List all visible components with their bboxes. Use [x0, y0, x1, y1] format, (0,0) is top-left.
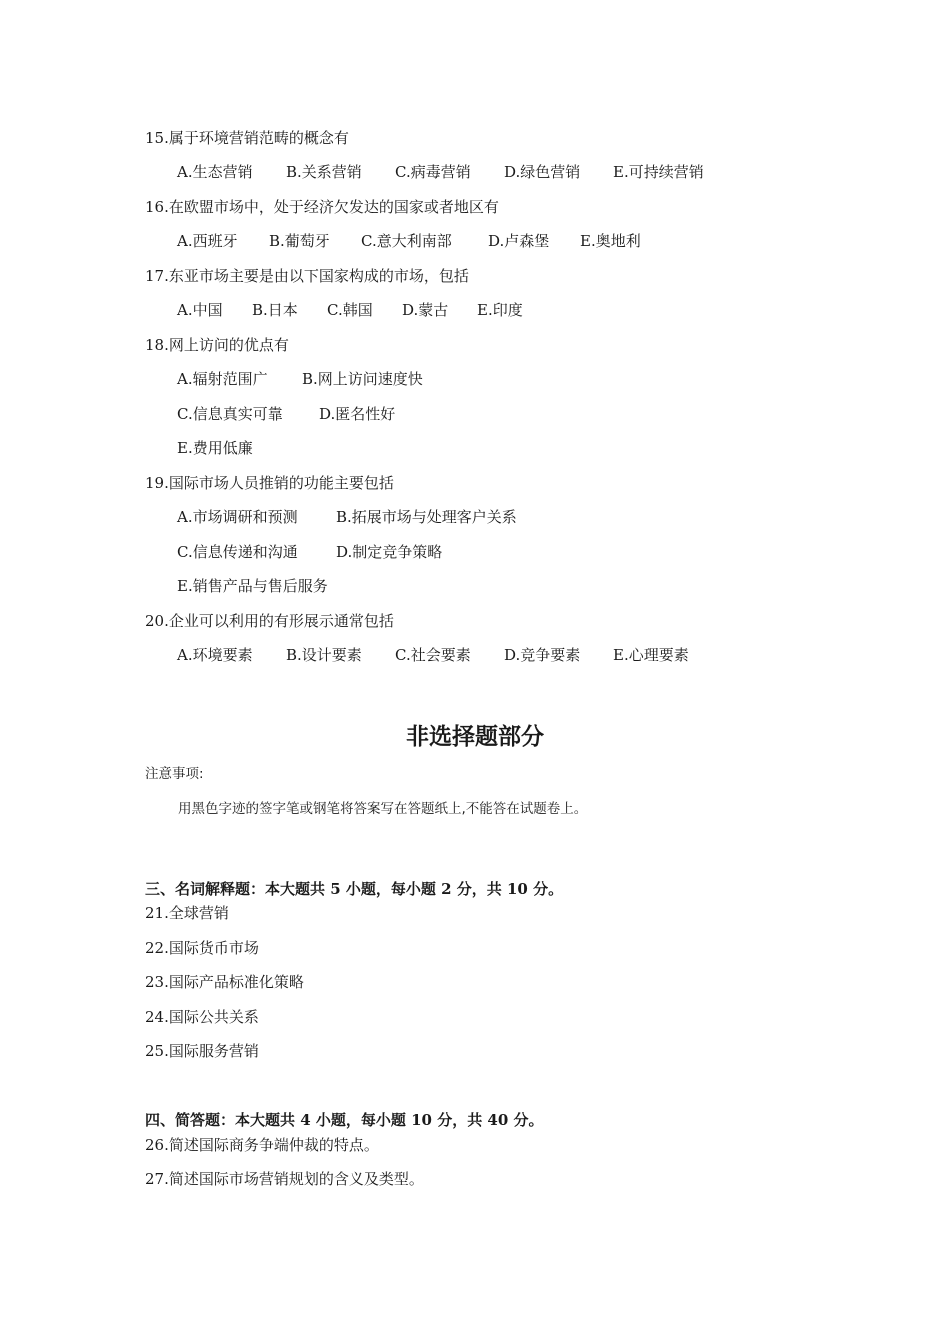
option: A.中国	[177, 301, 223, 319]
question-15: 15.属于环境营销范畴的概念有	[145, 129, 349, 147]
question-19-options-row-1	[177, 507, 517, 527]
section-3-heading: 三、名词解释题：本大题共 5 小题，每小题 2 分，共 10 分。	[145, 880, 564, 898]
option: B.关系营销	[286, 163, 362, 181]
question-15-options	[177, 162, 704, 182]
option: B.设计要素	[286, 646, 362, 664]
part-title: 非选择题部分	[406, 724, 544, 750]
question-20-options	[177, 645, 689, 665]
option: C.意大利南部	[361, 232, 452, 250]
section-4-heading: 四、简答题：本大题共 4 小题，每小题 10 分，共 40 分。	[145, 1111, 544, 1129]
option: A.生态营销	[177, 163, 253, 181]
question-19-options-row-2	[177, 542, 442, 562]
term-item: 24.国际公共关系	[145, 1008, 259, 1026]
option: C.韩国	[327, 301, 373, 319]
option: E.可持续营销	[613, 163, 704, 181]
option: C.信息传递和沟通	[177, 543, 298, 561]
option: D.制定竞争策略	[336, 543, 443, 561]
question-20: 20.企业可以利用的有形展示通常包括	[145, 612, 394, 630]
question-16-options	[177, 231, 641, 251]
option: B.葡萄牙	[269, 232, 330, 250]
question-17: 17.东亚市场主要是由以下国家构成的市场，包括	[145, 267, 469, 285]
option: C.社会要素	[395, 646, 471, 664]
question-19: 19.国际市场人员推销的功能主要包括	[145, 474, 394, 492]
notice-label: 注意事项:	[145, 766, 204, 782]
option: B.拓展市场与处理客户关系	[336, 508, 517, 526]
option: E.心理要素	[613, 646, 689, 664]
term-item: 25.国际服务营销	[145, 1042, 259, 1060]
option: A.环境要素	[177, 646, 253, 664]
option: D.竞争要素	[504, 646, 581, 664]
term-item: 23.国际产品标准化策略	[145, 973, 304, 991]
option: D.绿色营销	[504, 163, 581, 181]
option: C.信息真实可靠	[177, 405, 283, 423]
term-item: 21.全球营销	[145, 904, 229, 922]
option: C.病毒营销	[395, 163, 471, 181]
question-18-options-row-1	[177, 369, 423, 389]
short-answer-item: 26.简述国际商务争端仲裁的特点。	[145, 1136, 379, 1154]
question-18-options-row-2	[177, 404, 395, 424]
option: D.卢森堡	[488, 232, 550, 250]
option: A.辐射范围广	[177, 370, 268, 388]
question-19-options-row-3	[177, 576, 328, 596]
option: D.蒙古	[402, 301, 449, 319]
option: A.西班牙	[177, 232, 238, 250]
option: D.匿名性好	[319, 405, 396, 423]
option: B.日本	[252, 301, 298, 319]
option: B.网上访问速度快	[302, 370, 423, 388]
short-answer-item: 27.简述国际市场营销规划的含义及类型。	[145, 1170, 424, 1188]
option: A.市场调研和预测	[177, 508, 298, 526]
question-17-options	[177, 300, 523, 320]
option: E.销售产品与售后服务	[177, 577, 328, 595]
term-item: 22.国际货币市场	[145, 939, 259, 957]
notice-text: 用黑色字迹的签字笔或钢笔将答案写在答题纸上,不能答在试题卷上。	[178, 801, 588, 817]
option: E.奥地利	[580, 232, 641, 250]
option: E.费用低廉	[177, 439, 253, 457]
question-18: 18.网上访问的优点有	[145, 336, 289, 354]
question-16: 16.在欧盟市场中，处于经济欠发达的国家或者地区有	[145, 198, 499, 216]
option: E.印度	[477, 301, 523, 319]
question-18-options-row-3	[177, 438, 253, 458]
